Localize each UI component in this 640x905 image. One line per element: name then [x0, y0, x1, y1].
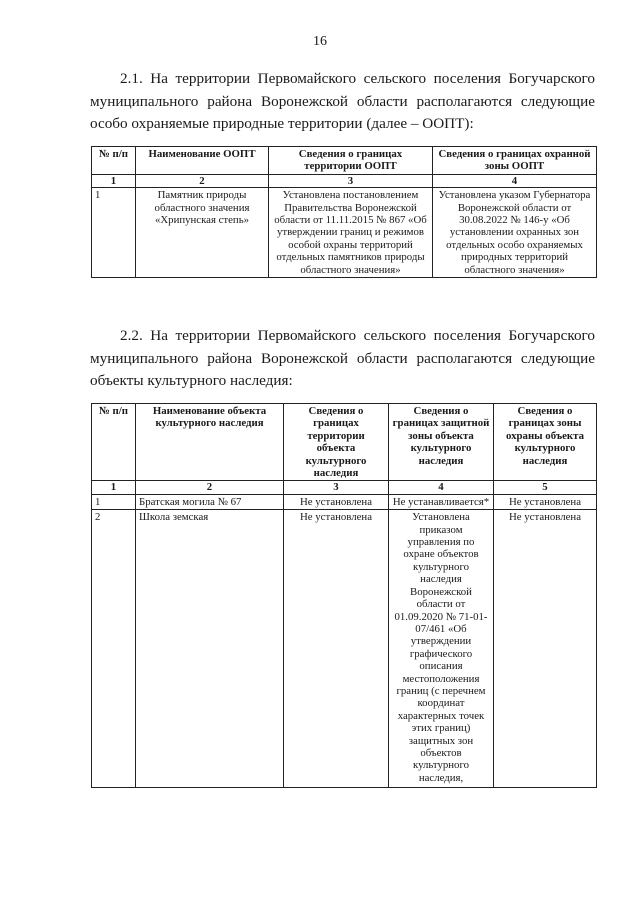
table-cell: Не установлена [494, 510, 597, 788]
heritage-objects-table [91, 403, 597, 788]
column-number-row [92, 174, 597, 187]
section-1-paragraph [90, 68, 595, 136]
table-cell: Не установлена [284, 510, 389, 788]
header-cell: Сведения о границах зоны охраны объекта культурного наследия [494, 404, 597, 481]
column-number-row [92, 481, 597, 494]
header-cell: Сведения о границах защитной зоны объекта культурного наследия [389, 404, 494, 481]
protected-areas-table [91, 146, 597, 278]
table-row [92, 188, 597, 278]
header-cell: Наименование объекта культурного наследия [136, 404, 284, 481]
header-cell: № п/п [92, 404, 136, 481]
table-cell: 1 [92, 188, 136, 278]
table-cell: Не установлена [284, 494, 389, 509]
column-number: 1 [92, 174, 136, 187]
table-row [92, 494, 597, 509]
header-cell: № п/п [92, 147, 136, 175]
section-2-paragraph [90, 325, 595, 393]
table-header-row [92, 147, 597, 175]
header-cell: Сведения о границах территории ООПТ [269, 147, 433, 175]
column-number: 2 [136, 174, 269, 187]
column-number: 5 [494, 481, 597, 494]
table-cell: Установлена приказом управления по охране объектов культурного наследия Воронежской области от 01.09.2020 № 71-01-07/461 «Об утверждении графического описания местоположения границ (с перечнем координат характерных точек этих границ) защитных зон объектов культурного наследия, [389, 510, 494, 788]
table-cell: Установлена указом Губернатора Воронежской области от 30.08.2022 № 146-у «Об установлении охранных зон отдельных особо охраняемых природных территорий областного значения» [433, 188, 597, 278]
table-cell: 1 [92, 494, 136, 509]
header-cell: Сведения о границах охранной зоны ООПТ [433, 147, 597, 175]
column-number: 3 [269, 174, 433, 187]
column-number: 1 [92, 481, 136, 494]
section-2-text: 2.2. На территории Первомайского сельского поселения Богучарского муниципального района Воронежской области располагаются следующие объекты культурного наследия: [90, 327, 595, 389]
table-cell: Установлена постановлением Правительства Воронежской области от 11.11.2015 № 867 «Об утверждении границ и режимов особой охраны территорий отдельных памятников природы областного значения» [269, 188, 433, 278]
table-cell: Памятник природы областного значения «Хрипунская степь» [136, 188, 269, 278]
header-cell: Сведения о границах территории объекта культурного наследия [284, 404, 389, 481]
table-cell: Школа земская [136, 510, 284, 788]
table-cell: Братская могила № 67 [136, 494, 284, 509]
page-number: 16 [313, 34, 327, 49]
column-number: 3 [284, 481, 389, 494]
table-cell: 2 [92, 510, 136, 788]
table-cell: Не устанавливается* [389, 494, 494, 509]
header-cell: Наименование ООПТ [136, 147, 269, 175]
table-header-row [92, 404, 597, 481]
section-1-text: 2.1. На территории Первомайского сельского поселения Богучарского муниципального района Воронежской области располагаются следующие особо охраняемые природные территории (далее – ООПТ): [90, 70, 595, 132]
table-cell: Не установлена [494, 494, 597, 509]
column-number: 4 [389, 481, 494, 494]
column-number: 2 [136, 481, 284, 494]
table-row [92, 510, 597, 788]
column-number: 4 [433, 174, 597, 187]
